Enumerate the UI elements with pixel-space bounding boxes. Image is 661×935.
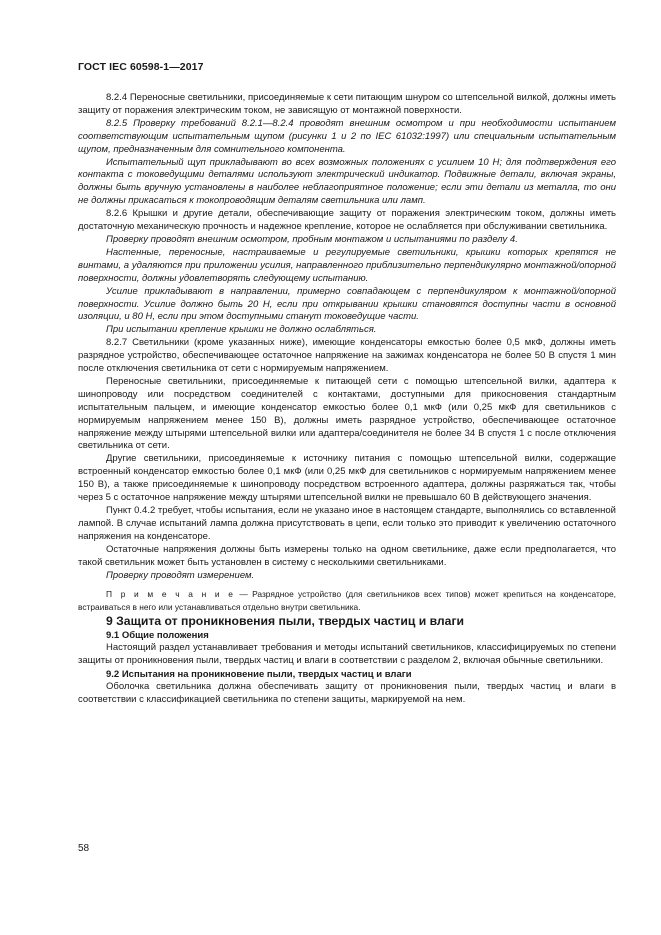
note-text: — Разрядное устройство (для светильников всех типов) может крепиться на конденсаторе, встраиваться в него или устанавливаться отдельно внутри светильника. <box>78 589 616 612</box>
section-9-2-title: 9.2 Испытания на проникновение пыли, твердых частиц и влаги <box>106 668 412 680</box>
section-9-1-text: Настоящий раздел устанавливает требования и методы испытаний светильников, классифицируемых по степени защиты от проникновения пыли, твердых частиц и влаги в соответствии с разделом 2, включая обычные светильники. <box>78 641 616 666</box>
page-number: 58 <box>78 843 90 854</box>
paragraph-cover-fixing: При испытании крепление крышки не должно ослабляться. <box>106 324 377 336</box>
paragraph-probe-application: Испытательный щуп прикладывают во всех возможных положениях с усилием 10 Н; для подтверждения его контакта с токоведущими деталями используют электрический индикатор. Подвижные детали, включая экраны, должны быть вручную установлены в наиболее неблагоприятное положение; если эти детали из металла, то они не должны прикасаться к токопроводящим деталям светильника или ламп. <box>78 156 616 207</box>
paragraph-other-luminaires: Другие светильники, присоединяемые к источнику питания с помощью штепсельной вилки, содержащие встроенный конденсатор емкостью более 0,1 мкФ (или 0,25 мкФ для светильников с нормируемым напряжением менее 150 В), а также присоединяемые к шинопроводу посредством встроенного адаптера, должны разряжаться так, чтобы через 5 с остаточное напряжение между штырями штепсельной вилки не превышало 60 В действующего значения. <box>78 453 616 504</box>
paragraph-clause-0-4-2: Пункт 0.4.2 требует, чтобы испытания, если не указано иное в настоящем стандарте, выполнялись со вставленной лампой. В случае испытаний лампа должна присутствовать в цепи, если только это приводит к увеличению остаточного напряжения на конденсаторе. <box>78 505 616 542</box>
paragraph-8-2-4: 8.2.4 Переносные светильники, присоединяемые к сети питающим шнуром со штепсельной вилкой, должны иметь защиту от поражения электрическим током, не зависящую от монтажной поверхности. <box>78 92 616 116</box>
paragraph-residual-voltage: Остаточные напряжения должны быть измерены только на одном светильнике, даже если предполагается, что такой светильник может быть установлен в систему с несколькими светильниками. <box>78 543 616 568</box>
paragraph-portable-capacitor: Переносные светильники, присоединяемые к питающей сети с помощью штепсельной вилки, адаптера к шинопроводу или посредством соединителей с контактами, доступными для прикосновения стандартным испытательным пальцем, и имеющие конденсатор емкостью более 0,1 мкФ (или 0,25 мкФ для светильников с нормируемым напряжением менее 150 В), должны иметь разрядное устройство, обеспечивающее остаточное напряжение между штырями штепсельной вилки или адаптера/соединителя не более 34 В спустя 1 с после отключения светильника от сети. <box>78 375 616 452</box>
section-9-2-text: Оболочка светильника должна обеспечивать защиту от проникновения пыли, твердых частиц и влаги в соответствии с классификацией светильника по степени защиты, маркируемой на нем. <box>78 680 616 705</box>
paragraph-8-2-5: 8.2.5 Проверку требований 8.2.1—8.2.4 проводят внешним осмотром и при необходимости испытанием соответствующим испытательным щупом (рисунки 1 и 2 по IEC 61032:1997) или специальным испытательным щупом, предназначенным для сомнительного компонента. <box>78 117 616 155</box>
paragraph-8-2-7: 8.2.7 Светильники (кроме указанных ниже), имеющие конденсаторы емкостью более 0,5 мкФ, должны иметь разрядное устройство, обеспечивающее остаточное напряжение на зажимах конденсатора не более 50 В спустя 1 мин после отключения светильника от сети с нормируемым напряжением. <box>78 337 616 375</box>
section-9-title: 9 Защита от проникновения пыли, твердых частиц и влаги <box>106 613 465 628</box>
paragraph-cover-test: Настенные, переносные, настраиваемые и регулируемые светильники, крышки которых крепятся не винтами, а удаляются при приложении усилия, направленного приблизительно перпендикулярно монтажной/опорной поверхности, должны удовлетворять следующему испытанию. <box>78 246 616 284</box>
paragraph-force-applied: Усилие прикладывают в направлении, примерно совпадающем с перпендикуляром к монтажной/опорной поверхности. Усилие должно быть 20 Н, если при открывании крышки становятся доступны части в основной изоляции, и 80 Н, если при этом доступными станут токоведущие части. <box>78 285 616 323</box>
note-label: П р и м е ч а н и е <box>106 589 236 600</box>
paragraph-8-2-6: 8.2.6 Крышки и другие детали, обеспечивающие защиту от поражения электрическим током, должны иметь достаточную механическую прочность и надежное крепление, которое не ослабляется при обслуживании светильника. <box>78 208 616 233</box>
paragraph-measurement: Проверку проводят измерением. <box>106 569 255 581</box>
standard-header: ГОСТ IEC 60598-1—2017 <box>78 61 204 73</box>
section-9-1-title: 9.1 Общие положения <box>106 629 209 641</box>
paragraph-inspection: Проверку проводят внешним осмотром, пробным монтажом и испытаниями по разделу 4. <box>106 233 518 245</box>
note <box>78 588 616 612</box>
page-content <box>78 92 616 706</box>
